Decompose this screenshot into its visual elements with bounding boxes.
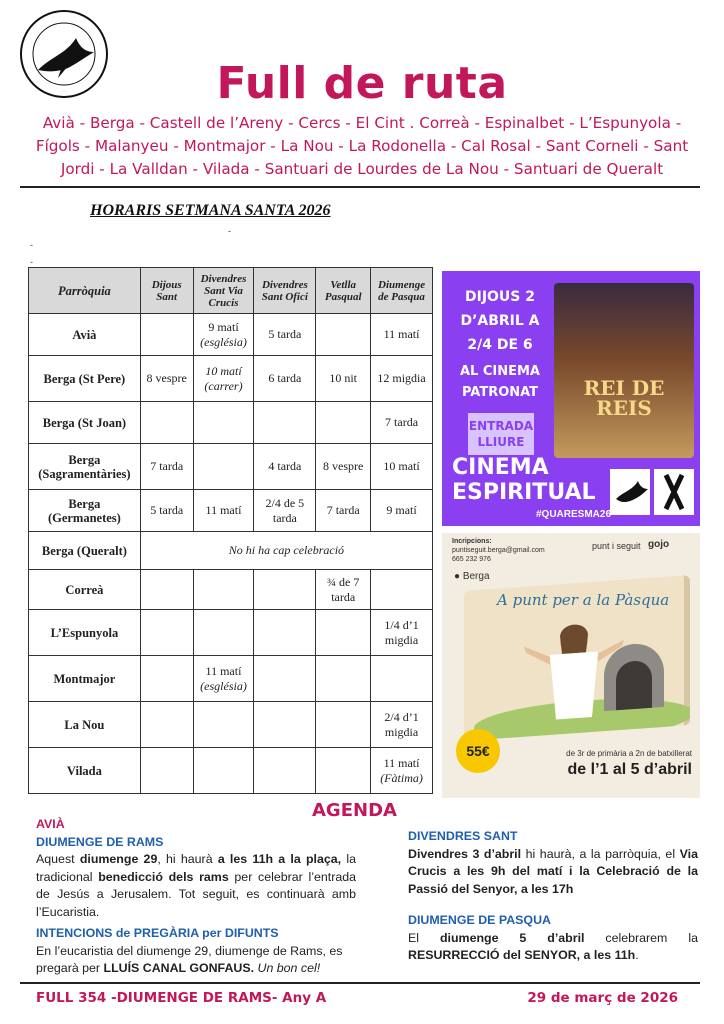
footer-date: 29 de març de 2026: [527, 990, 678, 1006]
viacrucis-cell: 9 matí (església): [193, 314, 254, 356]
parish-name-cell: Berga (Sagramentàries): [29, 444, 141, 490]
film-poster-image: [554, 283, 694, 458]
table-row: [29, 702, 433, 748]
ofici-cell: 4 tarda: [254, 444, 316, 490]
vetlla-cell: ¾ de 7 tarda: [316, 570, 371, 610]
footer-divider: [20, 982, 700, 984]
pasqua-paragraph: El diumenge 5 d’abril celebrarem la RESURRECCIÓ del SENYOR, a les 11h.: [408, 930, 698, 962]
divendres-heading: DIVENDRES SANT: [408, 829, 518, 843]
dijous-cell: [140, 656, 193, 702]
pasqua-cell: [371, 656, 433, 702]
grades-text: de 3r de primària a 2n de batxillerat: [566, 749, 692, 758]
ofici-cell: [254, 702, 316, 748]
inscriptions-phone: 665 232 976: [452, 556, 491, 563]
header-dijous: Dijous Sant: [140, 268, 193, 314]
parish-badge: [654, 469, 694, 515]
header-viacrucis: Divendres Sant Via Crucis: [193, 268, 254, 314]
table-header-row: [29, 268, 433, 314]
hashtag: #QUARESMA26: [536, 509, 612, 520]
ofici-cell: [254, 610, 316, 656]
stray-mark: -: [30, 240, 33, 250]
difunts-heading: INTENCIONS de PREGÀRIA per DIFUNTS: [36, 926, 279, 940]
vetlla-cell: 7 tarda: [316, 490, 371, 532]
pasqua-heading: DIUMENGE DE PASQUA: [408, 913, 551, 927]
brand-puntiseguit: punt i seguit: [592, 541, 641, 551]
dijous-cell: 5 tarda: [140, 490, 193, 532]
parish-name-cell: Berga (St Joan): [29, 402, 141, 444]
vetlla-cell: [316, 314, 371, 356]
cinema-poster: [442, 271, 700, 526]
vetlla-cell: [316, 402, 371, 444]
horaris-title: HORARIS SETMANA SANTA 2026: [90, 202, 331, 219]
entrada-badge: ENTRADA LLIURE: [468, 413, 534, 455]
header-vetlla: Vetlla Pasqual: [316, 268, 371, 314]
rams-paragraph: Aquest diumenge 29, hi haurà a les 11h a la plaça, la tradicional benedicció dels rams per celebrar l’entrada de Jesús a Jerusalem. Tot seguit, es continuarà amb l’Eucaristia.: [36, 852, 357, 919]
cinema-big-title: CINEMA ESPIRITUAL: [452, 455, 596, 505]
pasqua-cell: 9 matí: [371, 490, 433, 532]
parish-name-cell: Vilada: [29, 748, 141, 794]
dijous-cell: [140, 702, 193, 748]
pasqua-cell: 12 migdia: [371, 356, 433, 402]
table-row: [29, 402, 433, 444]
ofici-cell: 5 tarda: [254, 314, 316, 356]
vetlla-cell: [316, 748, 371, 794]
vetlla-cell: [316, 702, 371, 748]
table-row: [29, 570, 433, 610]
brand-gojo: gojo: [648, 539, 670, 550]
cinema-date: DIJOUS 2 D’ABRIL A 2/4 DE 6: [460, 289, 540, 353]
parish-name-cell: La Nou: [29, 702, 141, 748]
parish-name-cell: Berga (Queralt): [29, 532, 141, 570]
pasqua-cell: 10 matí: [371, 444, 433, 490]
vetlla-cell: [316, 656, 371, 702]
inscriptions-label: Incripcions:: [452, 538, 492, 545]
viacrucis-cell: 11 matí (església): [193, 656, 254, 702]
parish-name-cell: L’Espunyola: [29, 610, 141, 656]
divendres-paragraph: Divendres 3 d’abril hi haurà, a la parròquia, el Via Crucis a les 9h del matí i la Celebració de la Passió del Senyor, a les 17h: [408, 846, 698, 896]
vetlla-cell: [316, 610, 371, 656]
pasqua-cell: 7 tarda: [371, 402, 433, 444]
dijous-cell: [140, 570, 193, 610]
dijous-cell: 7 tarda: [140, 444, 193, 490]
ofici-cell: [254, 656, 316, 702]
avia-heading: AVIÀ: [36, 817, 65, 831]
dijous-cell: [140, 748, 193, 794]
stray-mark: -: [30, 257, 33, 267]
table-row: [29, 656, 433, 702]
stray-mark: -: [228, 226, 231, 236]
viacrucis-cell: 10 matí (carrer): [193, 356, 254, 402]
pasqua-cell: 1/4 d’1 migdia: [371, 610, 433, 656]
cinema-place: AL CINEMA PATRONAT: [459, 364, 540, 400]
pasqua-cell: 2/4 d’1 migdia: [371, 702, 433, 748]
pasqua-poster: [442, 533, 700, 798]
table-row: [29, 490, 433, 532]
pasqua-cell: [371, 570, 433, 610]
schedule-table: [28, 267, 433, 794]
pasqua-cell: 11 matí: [371, 314, 433, 356]
location-label: ● Berga: [454, 571, 490, 582]
price-badge: 55€: [456, 729, 500, 773]
table-row: [29, 356, 433, 402]
parish-name-cell: Berga (Germanetes): [29, 490, 141, 532]
viacrucis-cell: [193, 748, 254, 794]
difunts-paragraph: En l’eucaristia del diumenge 29, diumenge de Rams, es pregarà per LLUÍS CANAL GONFAUS. Un bon cel!: [36, 943, 343, 975]
ofici-cell: 6 tarda: [254, 356, 316, 402]
ofici-cell: 2/4 de 5 tarda: [254, 490, 316, 532]
dijous-cell: [140, 402, 193, 444]
viacrucis-cell: [193, 702, 254, 748]
viacrucis-cell: [193, 444, 254, 490]
viacrucis-cell: [193, 610, 254, 656]
rams-heading: DIUMENGE DE RAMS: [36, 834, 164, 849]
table-row: [29, 314, 433, 356]
agenda-right-column: [408, 828, 698, 965]
pasqua-dates: de l’1 al 5 d’abril: [567, 761, 692, 778]
viacrucis-cell: 11 matí: [193, 490, 254, 532]
page-title: Full de ruta: [216, 58, 508, 109]
parish-name-cell: Avià: [29, 314, 141, 356]
pasqua-cell: 11 matí (Fàtima): [371, 748, 433, 794]
header-pasqua: Diumenge de Pasqua: [371, 268, 433, 314]
vetlla-cell: 8 vespre: [316, 444, 371, 490]
dijous-cell: [140, 314, 193, 356]
inscriptions-info: [452, 537, 545, 564]
no-celebration-cell: No hi ha cap celebració: [140, 532, 432, 570]
viacrucis-cell: [193, 402, 254, 444]
vetlla-cell: 10 nit: [316, 356, 371, 402]
film-title: REI DE REIS: [583, 376, 665, 420]
table-row: [29, 444, 433, 490]
footer-issue: FULL 354 -DIUMENGE DE RAMS- Any A: [36, 990, 327, 1006]
dijous-cell: [140, 610, 193, 656]
header-ofici: Divendres Sant Ofici: [254, 268, 316, 314]
viacrucis-cell: [193, 570, 254, 610]
ofici-cell: [254, 570, 316, 610]
table-row: [29, 748, 433, 794]
dijous-cell: 8 vespre: [140, 356, 193, 402]
header-divider: [20, 186, 700, 188]
ofici-cell: [254, 748, 316, 794]
parish-list: Avià - Berga - Castell de l’Areny - Cercs - El Cint . Correà - Espinalbet - L’Espunyola - Fígols - Malanyeu - Montmajor - La Nou - La Rodonella - Cal Rosal - Sant Corneli - Sant Jordi - La Valldan - Vilada - Santuari de Lourdes de La Nou - Santuari de Queralt: [35, 114, 689, 178]
parish-name-cell: Montmajor: [29, 656, 141, 702]
pasqua-title: A punt per a la Pàsqua: [497, 591, 670, 609]
agenda-left-column: [36, 816, 356, 978]
location-text: Berga: [462, 571, 490, 582]
table-row: [29, 610, 433, 656]
ofici-cell: [254, 402, 316, 444]
agenda-title: AGENDA: [312, 800, 397, 821]
header-parroquia: Parròquia: [29, 268, 141, 314]
swallow-logo-badge: [610, 469, 650, 515]
inscriptions-email: puntiseguit.berga@gmail.com: [452, 547, 545, 554]
parish-name-cell: Berga (St Pere): [29, 356, 141, 402]
parish-name-cell: Correà: [29, 570, 141, 610]
table-row: [29, 532, 433, 570]
